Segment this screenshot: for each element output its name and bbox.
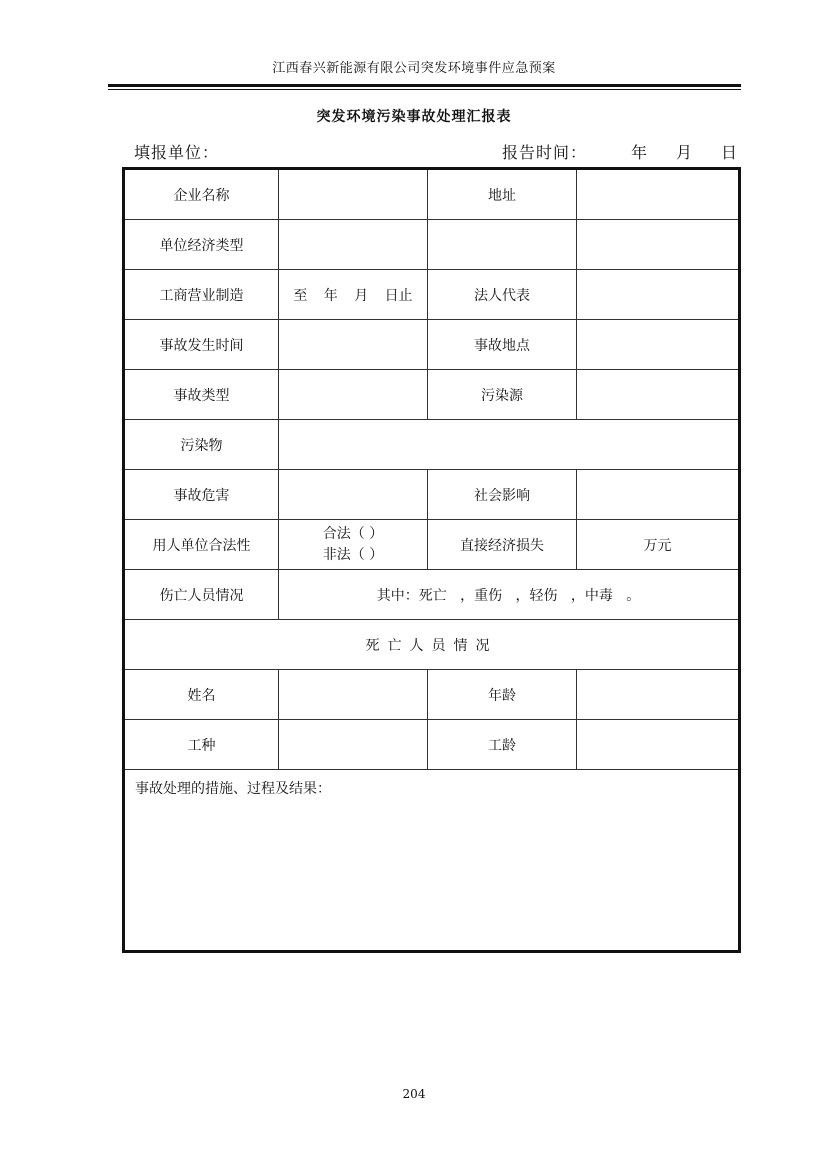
- table-row: [124, 169, 740, 220]
- legal-rep-field[interactable]: [577, 270, 740, 320]
- direct-loss-label: 直接经济损失: [428, 520, 577, 570]
- unit-type-label: 单位经济类型: [124, 220, 279, 270]
- blank-cell[interactable]: [428, 220, 577, 270]
- page-number: 204: [402, 1087, 426, 1101]
- handling-label: 事故处理的措施、过程及结果：: [135, 781, 331, 797]
- reporting-unit-label: 填报单位：: [134, 143, 220, 162]
- incident-time-field[interactable]: [279, 320, 428, 370]
- incident-time-label: 事故发生时间: [124, 320, 279, 370]
- report-time-label: 报告时间：: [502, 143, 588, 162]
- report-day-label: 日: [721, 143, 739, 162]
- table-row: [124, 620, 740, 670]
- legal-rep-label: 法人代表: [428, 270, 577, 320]
- age-label: 年龄: [428, 670, 577, 720]
- incident-type-field[interactable]: [279, 370, 428, 420]
- casualty-breakdown[interactable]: 其中：死亡 ，重伤 ，轻伤 ，中毒 。: [279, 570, 740, 620]
- report-year-label: 年: [631, 143, 649, 162]
- unit-type-field[interactable]: [279, 220, 428, 270]
- incident-location-field[interactable]: [577, 320, 740, 370]
- job-type-field[interactable]: [279, 720, 428, 770]
- document-header: 江西春兴新能源有限公司突发环境事件应急预案: [272, 61, 556, 76]
- report-month-label: 月: [676, 143, 694, 162]
- table-row: [124, 720, 740, 770]
- hazards-field[interactable]: [279, 470, 428, 520]
- table-row: [124, 220, 740, 270]
- pollutants-field[interactable]: [279, 420, 740, 470]
- age-field[interactable]: [577, 670, 740, 720]
- casualties-label: 伤亡人员情况: [124, 570, 279, 620]
- address-field[interactable]: [577, 169, 740, 220]
- table-row: [124, 570, 740, 620]
- handling-notes-field[interactable]: [124, 770, 740, 952]
- pollution-source-label: 污染源: [428, 370, 577, 420]
- header-rule-thick: [108, 84, 741, 87]
- employer-legality-label: 用人单位合法性: [124, 520, 279, 570]
- table-row: [124, 320, 740, 370]
- incident-location-label: 事故地点: [428, 320, 577, 370]
- table-row: [124, 370, 740, 420]
- seniority-field[interactable]: [577, 720, 740, 770]
- pollution-source-field[interactable]: [577, 370, 740, 420]
- direct-loss-field[interactable]: 万元: [577, 520, 740, 570]
- death-section-heading: 死亡人员情况: [124, 620, 740, 670]
- hazards-label: 事故危害: [124, 470, 279, 520]
- legal-option[interactable]: 合法（ ）: [322, 525, 384, 542]
- seniority-label: 工龄: [428, 720, 577, 770]
- company-name-field[interactable]: [279, 169, 428, 220]
- pollutants-label: 污染物: [124, 420, 279, 470]
- incident-report-table: [122, 167, 741, 953]
- report-time-line: [502, 140, 738, 163]
- table-row: [124, 470, 740, 520]
- header-rule-thin: [108, 89, 741, 90]
- company-name-label: 企业名称: [124, 169, 279, 220]
- address-label: 地址: [428, 169, 577, 220]
- blank-cell[interactable]: [577, 220, 740, 270]
- table-row: [124, 520, 740, 570]
- table-row: [124, 420, 740, 470]
- business-date-range[interactable]: 至 年 月 日止: [279, 270, 428, 320]
- social-impact-label: 社会影响: [428, 470, 577, 520]
- business-label: 工商营业制造: [124, 270, 279, 320]
- incident-type-label: 事故类型: [124, 370, 279, 420]
- legality-options[interactable]: [279, 520, 428, 570]
- form-title: 突发环境污染事故处理汇报表: [316, 109, 512, 125]
- table-row: [124, 770, 740, 952]
- illegal-option[interactable]: 非法（ ）: [322, 546, 384, 563]
- name-field[interactable]: [279, 670, 428, 720]
- name-label: 姓名: [124, 670, 279, 720]
- table-row: [124, 670, 740, 720]
- table-row: [124, 270, 740, 320]
- job-type-label: 工种: [124, 720, 279, 770]
- social-impact-field[interactable]: [577, 470, 740, 520]
